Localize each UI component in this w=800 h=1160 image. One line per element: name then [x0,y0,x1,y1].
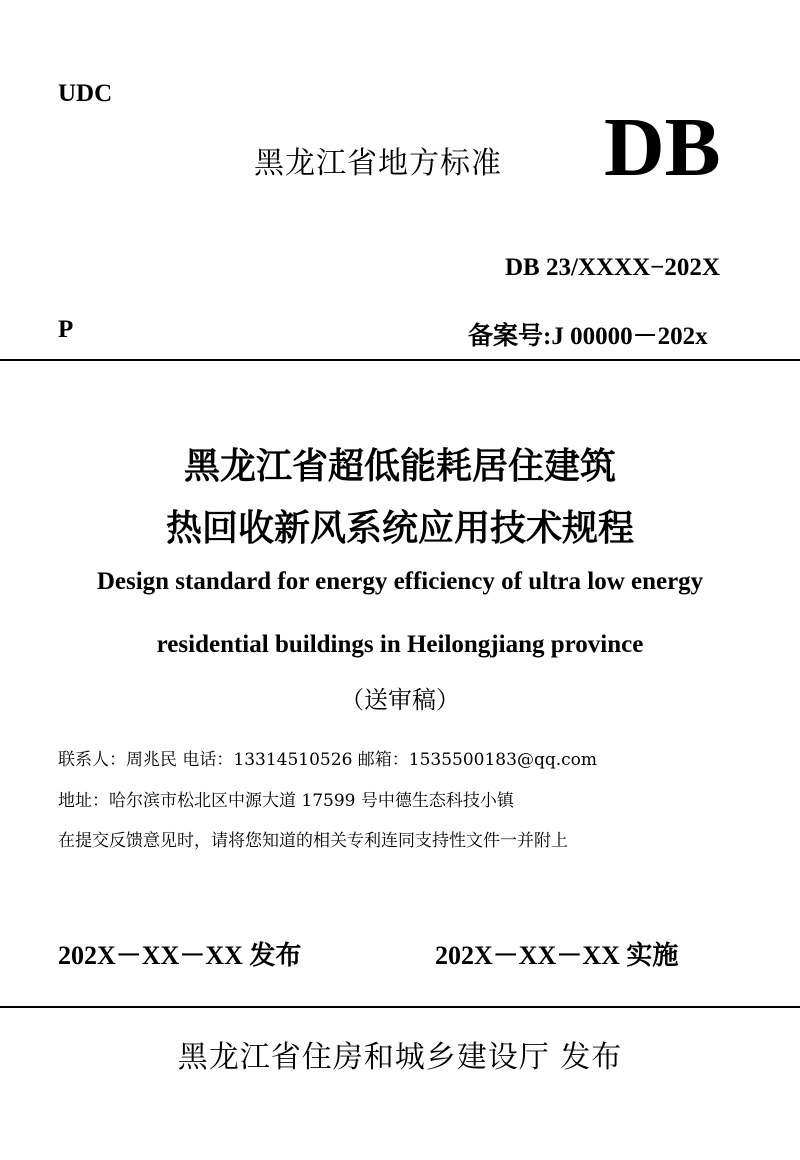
issuer: 黑龙江省住房和城乡建设厅 发布 [177,1040,623,1075]
cn-title-line2: 热回收新风系统应用技术规程 [165,508,634,549]
filing-number: 备案号:J 00000－202x [468,323,708,350]
en-title-line2: residential buildings in Heilongjiang province [156,631,644,658]
cn-title-line1: 黑龙江省超低能耗居住建筑 [183,446,616,487]
draft-status: （送审稿） [340,686,460,714]
patent-notice: 在提交反馈意见时，请将您知道的相关专利连同支持性文件一并附上 [58,831,568,851]
classification-code: P [58,316,74,343]
address-line: 地址：哈尔滨市松北区中源大道 17599 号中德生态科技小镇 [58,791,514,811]
udc-label: UDC [58,80,113,107]
db-logo: DB [604,101,721,194]
contact-line: 联系人：周兆民 电话：13314510526 邮箱：1535500183@qq.com [58,750,597,770]
implement-date: 202X－XX－XX 实施 [435,941,679,970]
standard-number: DB 23/XXXX−202X [505,254,720,281]
header-divider [0,359,800,361]
standard-type: 黑龙江省地方标准 [254,146,502,181]
en-title-line1: Design standard for energy efficiency of ultra low energy [96,568,704,595]
publish-date: 202X－XX－XX 发布 [58,941,302,970]
footer-divider [0,1006,800,1008]
